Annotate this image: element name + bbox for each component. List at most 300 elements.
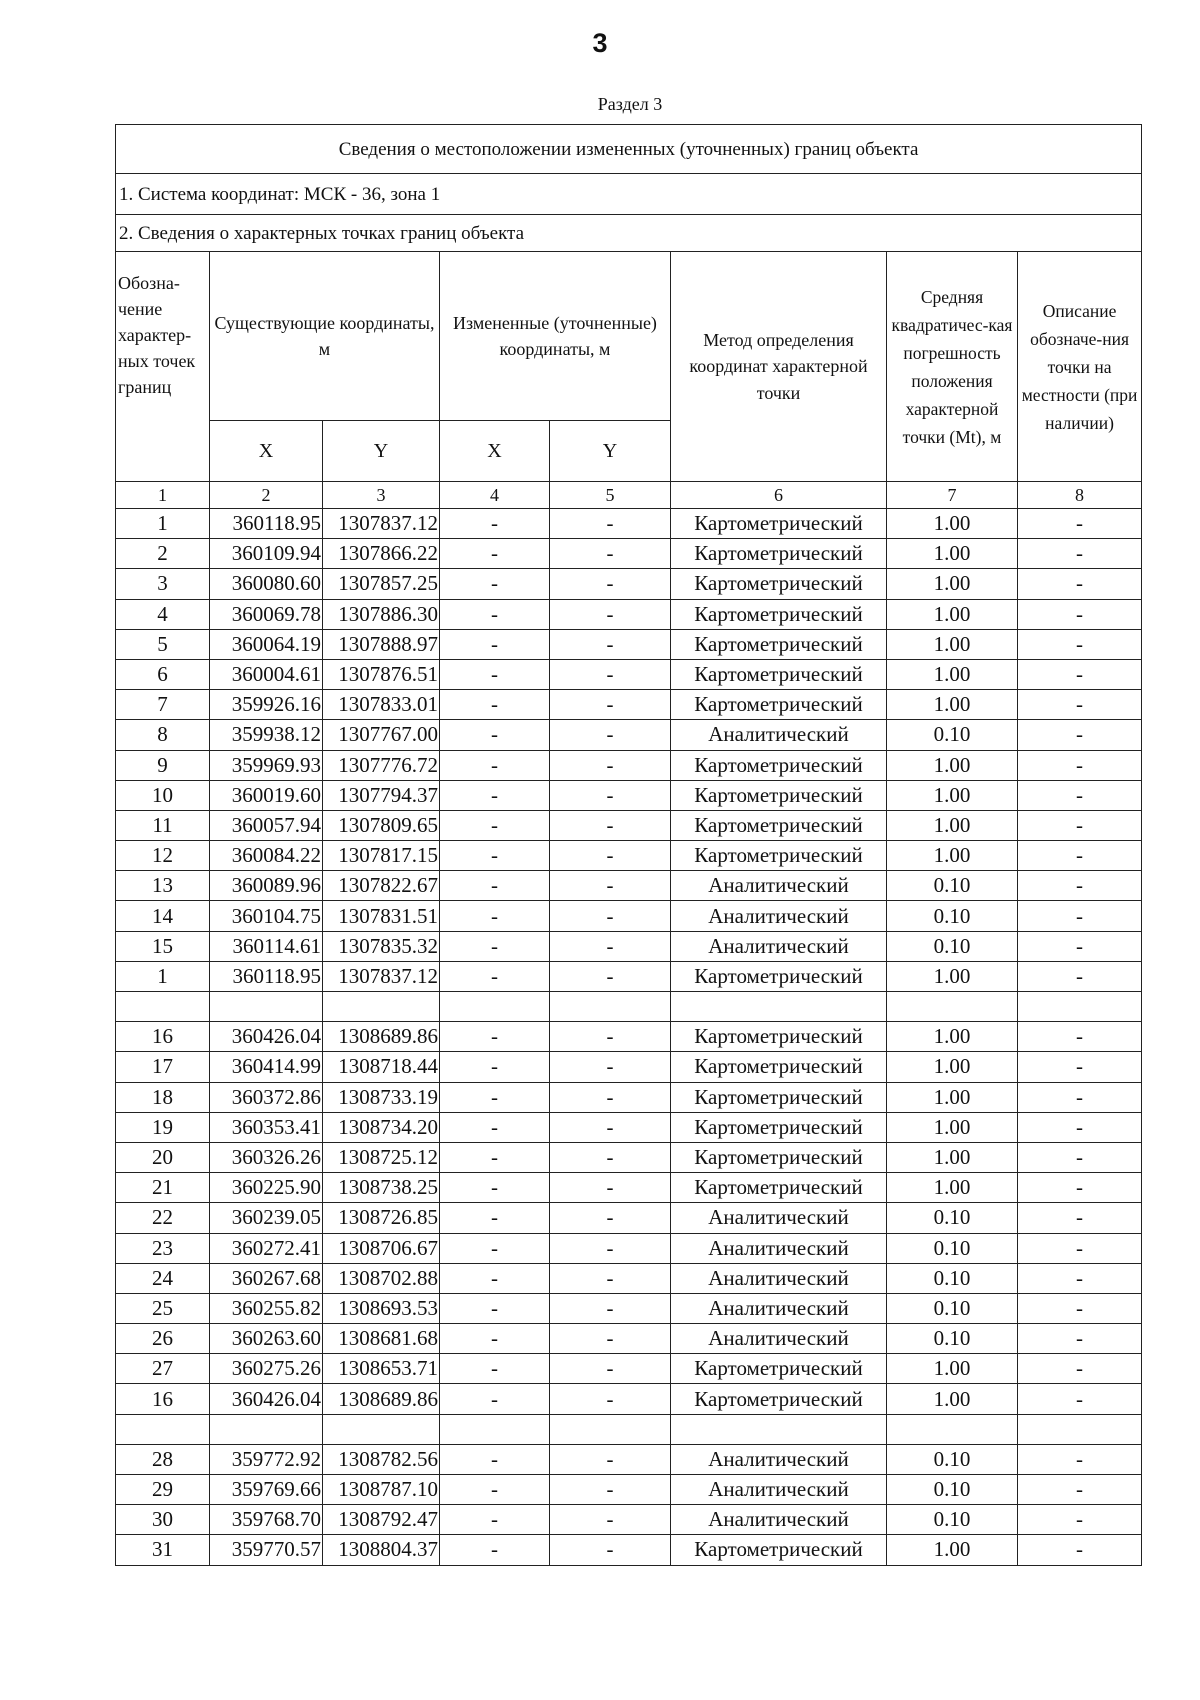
point-description-cell: - <box>1018 961 1142 991</box>
method-cell: Картометрический <box>671 1142 887 1172</box>
existing-y-cell: 1308804.37 <box>323 1535 440 1565</box>
mean-error-cell: 0.10 <box>887 1293 1018 1323</box>
existing-y-cell: 1308681.68 <box>323 1324 440 1354</box>
method-cell: Картометрический <box>671 509 887 539</box>
column-number: 4 <box>440 482 550 509</box>
existing-y-cell: 1308706.67 <box>323 1233 440 1263</box>
point-number-cell: 29 <box>116 1475 210 1505</box>
changed-x-cell: - <box>440 1324 550 1354</box>
mean-error-cell: 1.00 <box>887 659 1018 689</box>
changed-x-cell: - <box>440 841 550 871</box>
changed-y-cell: - <box>550 1263 671 1293</box>
mean-error-cell: 0.10 <box>887 1475 1018 1505</box>
existing-y-cell: 1307794.37 <box>323 780 440 810</box>
empty-cell <box>116 992 210 1022</box>
existing-y-cell: 1307833.01 <box>323 690 440 720</box>
existing-y-cell: 1307837.12 <box>323 509 440 539</box>
changed-x-cell: - <box>440 1444 550 1474</box>
point-description-cell: - <box>1018 690 1142 720</box>
table-title: Сведения о местоположении измененных (уточненных) границ объекта <box>116 125 1142 174</box>
existing-x-cell: 360225.90 <box>210 1173 323 1203</box>
table-row <box>116 1082 1142 1112</box>
table-row <box>116 1263 1142 1293</box>
changed-x-cell: - <box>440 871 550 901</box>
table-row <box>116 599 1142 629</box>
point-description-cell: - <box>1018 1022 1142 1052</box>
method-cell: Картометрический <box>671 780 887 810</box>
separator-row <box>116 1414 1142 1444</box>
boundary-points-table <box>115 124 1142 1566</box>
existing-x-cell: 360353.41 <box>210 1112 323 1142</box>
existing-y-cell: 1307835.32 <box>323 931 440 961</box>
point-description-cell: - <box>1018 629 1142 659</box>
header-existing-x: X <box>210 421 323 482</box>
method-cell: Картометрический <box>671 1082 887 1112</box>
existing-x-cell: 360064.19 <box>210 629 323 659</box>
point-number-cell: 22 <box>116 1203 210 1233</box>
empty-cell <box>210 992 323 1022</box>
existing-y-cell: 1307809.65 <box>323 810 440 840</box>
existing-x-cell: 359969.93 <box>210 750 323 780</box>
point-description-cell: - <box>1018 931 1142 961</box>
empty-cell <box>671 1414 887 1444</box>
changed-y-cell: - <box>550 509 671 539</box>
existing-x-cell: 360372.86 <box>210 1082 323 1112</box>
changed-y-cell: - <box>550 659 671 689</box>
table-row <box>116 871 1142 901</box>
point-number-cell: 28 <box>116 1444 210 1474</box>
header-point-description: Описание обозначе-ния точки на местности (при наличии) <box>1018 252 1142 482</box>
point-number-cell: 2 <box>116 539 210 569</box>
column-number: 3 <box>323 482 440 509</box>
point-number-cell: 11 <box>116 810 210 840</box>
mean-error-cell: 0.10 <box>887 1233 1018 1263</box>
point-description-cell: - <box>1018 871 1142 901</box>
method-cell: Аналитический <box>671 720 887 750</box>
mean-error-cell: 0.10 <box>887 871 1018 901</box>
mean-error-cell: 1.00 <box>887 1354 1018 1384</box>
existing-y-cell: 1308787.10 <box>323 1475 440 1505</box>
mean-error-cell: 0.10 <box>887 1263 1018 1293</box>
table-row <box>116 1505 1142 1535</box>
point-description-cell: - <box>1018 659 1142 689</box>
column-number: 6 <box>671 482 887 509</box>
existing-x-cell: 360089.96 <box>210 871 323 901</box>
page-number: 3 <box>592 28 608 58</box>
existing-x-cell: 360080.60 <box>210 569 323 599</box>
mean-error-cell: 1.00 <box>887 1173 1018 1203</box>
point-number-cell: 9 <box>116 750 210 780</box>
empty-cell <box>323 992 440 1022</box>
mean-error-cell: 1.00 <box>887 841 1018 871</box>
table-row <box>116 1022 1142 1052</box>
existing-x-cell: 360104.75 <box>210 901 323 931</box>
method-cell: Аналитический <box>671 1444 887 1474</box>
point-description-cell: - <box>1018 1142 1142 1172</box>
header-point-designation: Обозна-чение характер-ных точек границ <box>116 252 210 482</box>
changed-x-cell: - <box>440 629 550 659</box>
mean-error-cell: 1.00 <box>887 1535 1018 1565</box>
changed-x-cell: - <box>440 1293 550 1323</box>
changed-y-cell: - <box>550 931 671 961</box>
mean-error-cell: 0.10 <box>887 1324 1018 1354</box>
method-cell: Картометрический <box>671 1052 887 1082</box>
mean-error-cell: 0.10 <box>887 931 1018 961</box>
empty-cell <box>440 1414 550 1444</box>
method-cell: Аналитический <box>671 1324 887 1354</box>
header-method: Метод определения координат характерной точки <box>671 252 887 482</box>
existing-y-cell: 1308689.86 <box>323 1022 440 1052</box>
table-row <box>116 780 1142 810</box>
coordinate-system: 1. Система координат: МСК - 36, зона 1 <box>116 174 1142 215</box>
point-number-cell: 6 <box>116 659 210 689</box>
mean-error-cell: 1.00 <box>887 1052 1018 1082</box>
changed-y-cell: - <box>550 629 671 659</box>
empty-cell <box>887 1414 1018 1444</box>
table-row <box>116 1142 1142 1172</box>
changed-x-cell: - <box>440 1022 550 1052</box>
table-row <box>116 1293 1142 1323</box>
table-row <box>116 1535 1142 1565</box>
mean-error-cell: 1.00 <box>887 1022 1018 1052</box>
existing-y-cell: 1308792.47 <box>323 1505 440 1535</box>
point-number-cell: 14 <box>116 901 210 931</box>
mean-error-cell: 1.00 <box>887 509 1018 539</box>
point-description-cell: - <box>1018 1203 1142 1233</box>
changed-x-cell: - <box>440 569 550 599</box>
mean-error-cell: 1.00 <box>887 1384 1018 1414</box>
column-number: 2 <box>210 482 323 509</box>
point-description-cell: - <box>1018 1505 1142 1535</box>
table-row <box>116 659 1142 689</box>
method-cell: Картометрический <box>671 1173 887 1203</box>
mean-error-cell: 1.00 <box>887 629 1018 659</box>
existing-y-cell: 1307767.00 <box>323 720 440 750</box>
method-cell: Аналитический <box>671 1233 887 1263</box>
method-cell: Картометрический <box>671 539 887 569</box>
changed-y-cell: - <box>550 750 671 780</box>
point-number-cell: 12 <box>116 841 210 871</box>
changed-y-cell: - <box>550 961 671 991</box>
mean-error-cell: 1.00 <box>887 810 1018 840</box>
existing-x-cell: 360004.61 <box>210 659 323 689</box>
changed-x-cell: - <box>440 1263 550 1293</box>
point-number-cell: 8 <box>116 720 210 750</box>
point-number-cell: 16 <box>116 1022 210 1052</box>
table-row <box>116 841 1142 871</box>
table-row <box>116 1233 1142 1263</box>
table-row <box>116 1324 1142 1354</box>
point-description-cell: - <box>1018 1173 1142 1203</box>
point-number-cell: 17 <box>116 1052 210 1082</box>
point-number-cell: 13 <box>116 871 210 901</box>
mean-error-cell: 1.00 <box>887 569 1018 599</box>
existing-y-cell: 1307866.22 <box>323 539 440 569</box>
method-cell: Картометрический <box>671 569 887 599</box>
point-description-cell: - <box>1018 1112 1142 1142</box>
changed-y-cell: - <box>550 901 671 931</box>
changed-x-cell: - <box>440 961 550 991</box>
changed-y-cell: - <box>550 810 671 840</box>
table-row <box>116 690 1142 720</box>
changed-x-cell: - <box>440 1233 550 1263</box>
existing-x-cell: 359769.66 <box>210 1475 323 1505</box>
existing-y-cell: 1307822.67 <box>323 871 440 901</box>
method-cell: Картометрический <box>671 1022 887 1052</box>
mean-error-cell: 0.10 <box>887 1444 1018 1474</box>
changed-y-cell: - <box>550 1444 671 1474</box>
method-cell: Картометрический <box>671 1112 887 1142</box>
changed-x-cell: - <box>440 780 550 810</box>
existing-x-cell: 359768.70 <box>210 1505 323 1535</box>
point-number-cell: 21 <box>116 1173 210 1203</box>
header-changed-y: Y <box>550 421 671 482</box>
changed-y-cell: - <box>550 1505 671 1535</box>
existing-x-cell: 360426.04 <box>210 1022 323 1052</box>
existing-x-cell: 360263.60 <box>210 1324 323 1354</box>
table-row <box>116 931 1142 961</box>
header-existing-coordinates: Существующие координаты, м <box>210 252 440 421</box>
changed-y-cell: - <box>550 690 671 720</box>
changed-x-cell: - <box>440 509 550 539</box>
point-number-cell: 31 <box>116 1535 210 1565</box>
existing-y-cell: 1308725.12 <box>323 1142 440 1172</box>
point-number-cell: 23 <box>116 1233 210 1263</box>
existing-x-cell: 360255.82 <box>210 1293 323 1323</box>
point-number-cell: 1 <box>116 961 210 991</box>
table-row <box>116 961 1142 991</box>
existing-x-cell: 360426.04 <box>210 1384 323 1414</box>
point-number-cell: 25 <box>116 1293 210 1323</box>
existing-x-cell: 360118.95 <box>210 509 323 539</box>
table-row <box>116 629 1142 659</box>
existing-x-cell: 359926.16 <box>210 690 323 720</box>
existing-x-cell: 360275.26 <box>210 1354 323 1384</box>
method-cell: Аналитический <box>671 1293 887 1323</box>
changed-y-cell: - <box>550 1475 671 1505</box>
method-cell: Картометрический <box>671 810 887 840</box>
changed-y-cell: - <box>550 841 671 871</box>
existing-y-cell: 1307886.30 <box>323 599 440 629</box>
existing-y-cell: 1307857.25 <box>323 569 440 599</box>
point-number-cell: 24 <box>116 1263 210 1293</box>
changed-y-cell: - <box>550 1233 671 1263</box>
changed-y-cell: - <box>550 1142 671 1172</box>
mean-error-cell: 1.00 <box>887 1082 1018 1112</box>
point-number-cell: 18 <box>116 1082 210 1112</box>
changed-y-cell: - <box>550 539 671 569</box>
changed-x-cell: - <box>440 901 550 931</box>
changed-y-cell: - <box>550 1082 671 1112</box>
point-number-cell: 15 <box>116 931 210 961</box>
point-description-cell: - <box>1018 1354 1142 1384</box>
mean-error-cell: 0.10 <box>887 901 1018 931</box>
existing-y-cell: 1308738.25 <box>323 1173 440 1203</box>
existing-x-cell: 359938.12 <box>210 720 323 750</box>
mean-error-cell: 1.00 <box>887 1112 1018 1142</box>
mean-error-cell: 0.10 <box>887 1505 1018 1535</box>
method-cell: Картометрический <box>671 961 887 991</box>
method-cell: Картометрический <box>671 629 887 659</box>
changed-x-cell: - <box>440 690 550 720</box>
existing-x-cell: 360239.05 <box>210 1203 323 1233</box>
point-description-cell: - <box>1018 599 1142 629</box>
point-number-cell: 10 <box>116 780 210 810</box>
separator-row <box>116 992 1142 1022</box>
mean-error-cell: 1.00 <box>887 750 1018 780</box>
table-row <box>116 539 1142 569</box>
changed-y-cell: - <box>550 1203 671 1233</box>
existing-x-cell: 360114.61 <box>210 931 323 961</box>
existing-y-cell: 1307817.15 <box>323 841 440 871</box>
method-cell: Картометрический <box>671 690 887 720</box>
mean-error-cell: 0.10 <box>887 1203 1018 1233</box>
method-cell: Аналитический <box>671 1505 887 1535</box>
method-cell: Картометрический <box>671 599 887 629</box>
method-cell: Аналитический <box>671 1475 887 1505</box>
header-changed-x: X <box>440 421 550 482</box>
changed-x-cell: - <box>440 1052 550 1082</box>
table-row <box>116 1444 1142 1474</box>
point-number-cell: 5 <box>116 629 210 659</box>
point-description-cell: - <box>1018 810 1142 840</box>
changed-x-cell: - <box>440 659 550 689</box>
point-description-cell: - <box>1018 1233 1142 1263</box>
table-row <box>116 720 1142 750</box>
table-row <box>116 1112 1142 1142</box>
method-cell: Картометрический <box>671 841 887 871</box>
method-cell: Аналитический <box>671 901 887 931</box>
empty-cell <box>116 1414 210 1444</box>
points-info: 2. Сведения о характерных точках границ объекта <box>116 215 1142 252</box>
column-numbers-row <box>116 482 1142 509</box>
changed-y-cell: - <box>550 1052 671 1082</box>
point-number-cell: 19 <box>116 1112 210 1142</box>
changed-x-cell: - <box>440 1082 550 1112</box>
changed-x-cell: - <box>440 810 550 840</box>
existing-y-cell: 1308653.71 <box>323 1354 440 1384</box>
existing-x-cell: 360069.78 <box>210 599 323 629</box>
mean-error-cell: 1.00 <box>887 780 1018 810</box>
changed-y-cell: - <box>550 780 671 810</box>
section-label: Раздел 3 <box>597 94 663 114</box>
empty-cell <box>323 1414 440 1444</box>
column-number: 5 <box>550 482 671 509</box>
existing-y-cell: 1308718.44 <box>323 1052 440 1082</box>
mean-error-cell: 0.10 <box>887 720 1018 750</box>
existing-x-cell: 360084.22 <box>210 841 323 871</box>
existing-y-cell: 1308733.19 <box>323 1082 440 1112</box>
table-row <box>116 901 1142 931</box>
point-description-cell: - <box>1018 780 1142 810</box>
changed-x-cell: - <box>440 1535 550 1565</box>
mean-error-cell: 1.00 <box>887 539 1018 569</box>
empty-cell <box>550 992 671 1022</box>
method-cell: Аналитический <box>671 931 887 961</box>
header-existing-y: Y <box>323 421 440 482</box>
empty-cell <box>550 1414 671 1444</box>
method-cell: Картометрический <box>671 659 887 689</box>
table-row <box>116 569 1142 599</box>
point-description-cell: - <box>1018 1263 1142 1293</box>
changed-x-cell: - <box>440 539 550 569</box>
method-cell: Аналитический <box>671 1203 887 1233</box>
existing-y-cell: 1307831.51 <box>323 901 440 931</box>
changed-y-cell: - <box>550 599 671 629</box>
method-cell: Картометрический <box>671 1535 887 1565</box>
point-number-cell: 4 <box>116 599 210 629</box>
point-description-cell: - <box>1018 1444 1142 1474</box>
table-row <box>116 509 1142 539</box>
point-number-cell: 26 <box>116 1324 210 1354</box>
existing-x-cell: 360326.26 <box>210 1142 323 1172</box>
changed-x-cell: - <box>440 1142 550 1172</box>
table-row <box>116 810 1142 840</box>
point-description-cell: - <box>1018 720 1142 750</box>
existing-x-cell: 360118.95 <box>210 961 323 991</box>
changed-x-cell: - <box>440 1354 550 1384</box>
changed-y-cell: - <box>550 720 671 750</box>
point-description-cell: - <box>1018 901 1142 931</box>
existing-x-cell: 360057.94 <box>210 810 323 840</box>
mean-error-cell: 1.00 <box>887 1142 1018 1172</box>
method-cell: Картометрический <box>671 1354 887 1384</box>
existing-x-cell: 360267.68 <box>210 1263 323 1293</box>
point-number-cell: 7 <box>116 690 210 720</box>
changed-y-cell: - <box>550 871 671 901</box>
point-description-cell: - <box>1018 509 1142 539</box>
existing-x-cell: 359772.92 <box>210 1444 323 1474</box>
column-number: 1 <box>116 482 210 509</box>
table-row <box>116 1203 1142 1233</box>
changed-x-cell: - <box>440 750 550 780</box>
point-description-cell: - <box>1018 539 1142 569</box>
point-description-cell: - <box>1018 1475 1142 1505</box>
point-number-cell: 30 <box>116 1505 210 1535</box>
table-row <box>116 750 1142 780</box>
existing-y-cell: 1308689.86 <box>323 1384 440 1414</box>
existing-y-cell: 1307888.97 <box>323 629 440 659</box>
point-description-cell: - <box>1018 750 1142 780</box>
point-description-cell: - <box>1018 569 1142 599</box>
changed-y-cell: - <box>550 1293 671 1323</box>
existing-y-cell: 1308734.20 <box>323 1112 440 1142</box>
existing-x-cell: 360414.99 <box>210 1052 323 1082</box>
changed-x-cell: - <box>440 1384 550 1414</box>
existing-y-cell: 1308702.88 <box>323 1263 440 1293</box>
method-cell: Аналитический <box>671 1263 887 1293</box>
changed-y-cell: - <box>550 1535 671 1565</box>
changed-x-cell: - <box>440 1475 550 1505</box>
point-description-cell: - <box>1018 1293 1142 1323</box>
column-number: 7 <box>887 482 1018 509</box>
header-changed-coordinates: Измененные (уточненные) координаты, м <box>440 252 671 421</box>
existing-y-cell: 1307776.72 <box>323 750 440 780</box>
existing-y-cell: 1307876.51 <box>323 659 440 689</box>
empty-cell <box>440 992 550 1022</box>
existing-y-cell: 1308782.56 <box>323 1444 440 1474</box>
changed-x-cell: - <box>440 1505 550 1535</box>
changed-x-cell: - <box>440 1112 550 1142</box>
mean-error-cell: 1.00 <box>887 599 1018 629</box>
point-description-cell: - <box>1018 1052 1142 1082</box>
table-row <box>116 1052 1142 1082</box>
changed-y-cell: - <box>550 1022 671 1052</box>
point-description-cell: - <box>1018 841 1142 871</box>
table-row <box>116 1475 1142 1505</box>
table-row <box>116 1384 1142 1414</box>
existing-y-cell: 1307837.12 <box>323 961 440 991</box>
